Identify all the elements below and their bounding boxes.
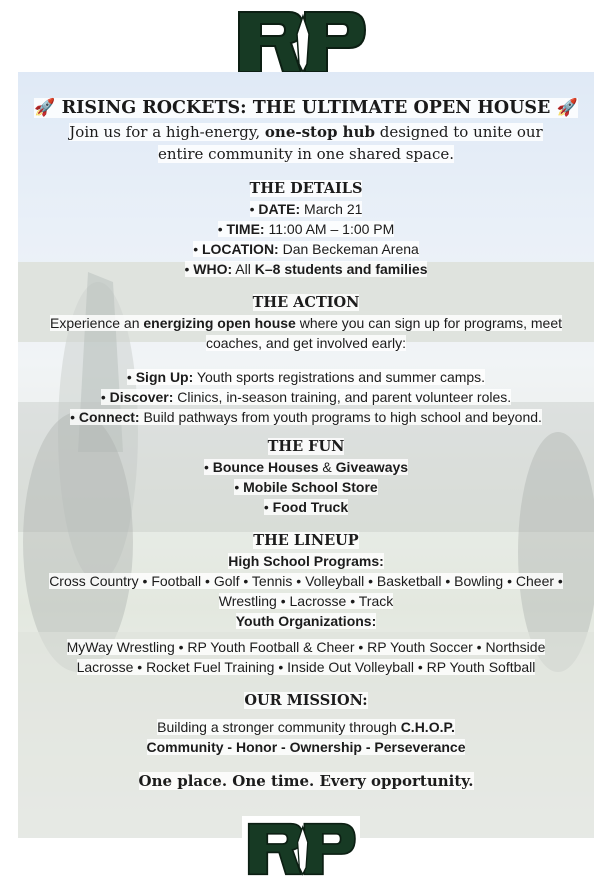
fun-item-food: • Food Truck [263, 499, 349, 515]
hs-programs-line1: Cross Country • Football • Golf • Tennis • Volleyball • Basketball • Bowling • Cheer • [49, 573, 563, 589]
closing-tagline: One place. One time. Every opportunity. [138, 772, 474, 790]
fun-heading: THE FUN [267, 438, 345, 455]
hs-programs-line2: Wrestling • Lacrosse • Track [218, 593, 394, 609]
details-heading: THE DETAILS [249, 180, 363, 197]
action-item-discover: • Discover: Clinics, in-season training, and parent volunteer roles. [100, 389, 512, 405]
logo-bottom [242, 816, 360, 882]
rocket-icon: 🚀 [556, 98, 578, 118]
intro-strong: one-stop hub [264, 123, 375, 141]
youth-orgs-label: Youth Organizations: [235, 613, 377, 629]
logo-top [231, 6, 371, 78]
action-heading: THE ACTION [252, 294, 360, 311]
intro-tail: designed to unite our entire community in one shared space. [157, 123, 543, 163]
flyer-content [18, 96, 594, 791]
action-item-connect: • Connect: Build pathways from youth programs to high school and beyond. [70, 409, 542, 425]
title-text: RISING ROCKETS: THE ULTIMATE OPEN HOUSE [61, 98, 551, 118]
detail-time: • TIME: 11:00 AM – 1:00 PM [217, 221, 395, 237]
rocket-icon: 🚀 [34, 98, 56, 118]
fun-item-store: • Mobile School Store [234, 479, 378, 495]
lineup-heading: THE LINEUP [253, 532, 359, 549]
mission-line: Building a stronger community through C.H.O.P. [157, 719, 455, 735]
youth-orgs-line2: Lacrosse • Rocket Fuel Training • Inside Out Volleyball • RP Youth Softball [76, 659, 536, 675]
rp-logo-mark [231, 6, 371, 78]
rp-logo-mark [242, 816, 360, 882]
detail-who: • WHO: All K–8 students and families [184, 261, 428, 277]
detail-date: • DATE: March 21 [249, 201, 363, 217]
flyer-title [18, 96, 594, 120]
fun-item-bounce: • Bounce Houses & Giveaways [203, 459, 409, 475]
intro-lead: Join us for a high-energy, [69, 123, 265, 141]
mission-values: Community - Honor - Ownership - Perseverance [146, 739, 466, 755]
hs-programs-label: High School Programs: [228, 553, 384, 569]
action-paragraph: Experience an energizing open house where you can sign up for programs, meet coaches, and get involved early: [49, 315, 562, 351]
action-item-signup: • Sign Up: Youth sports registrations and summer camps. [126, 369, 486, 385]
detail-location: • LOCATION: Dan Beckeman Arena [193, 241, 419, 257]
mission-heading: OUR MISSION: [244, 692, 368, 709]
youth-orgs-line1: MyWay Wrestling • RP Youth Football & Cheer • RP Youth Soccer • Northside [66, 639, 546, 655]
flyer-panel [18, 72, 594, 838]
intro-paragraph [48, 121, 564, 165]
